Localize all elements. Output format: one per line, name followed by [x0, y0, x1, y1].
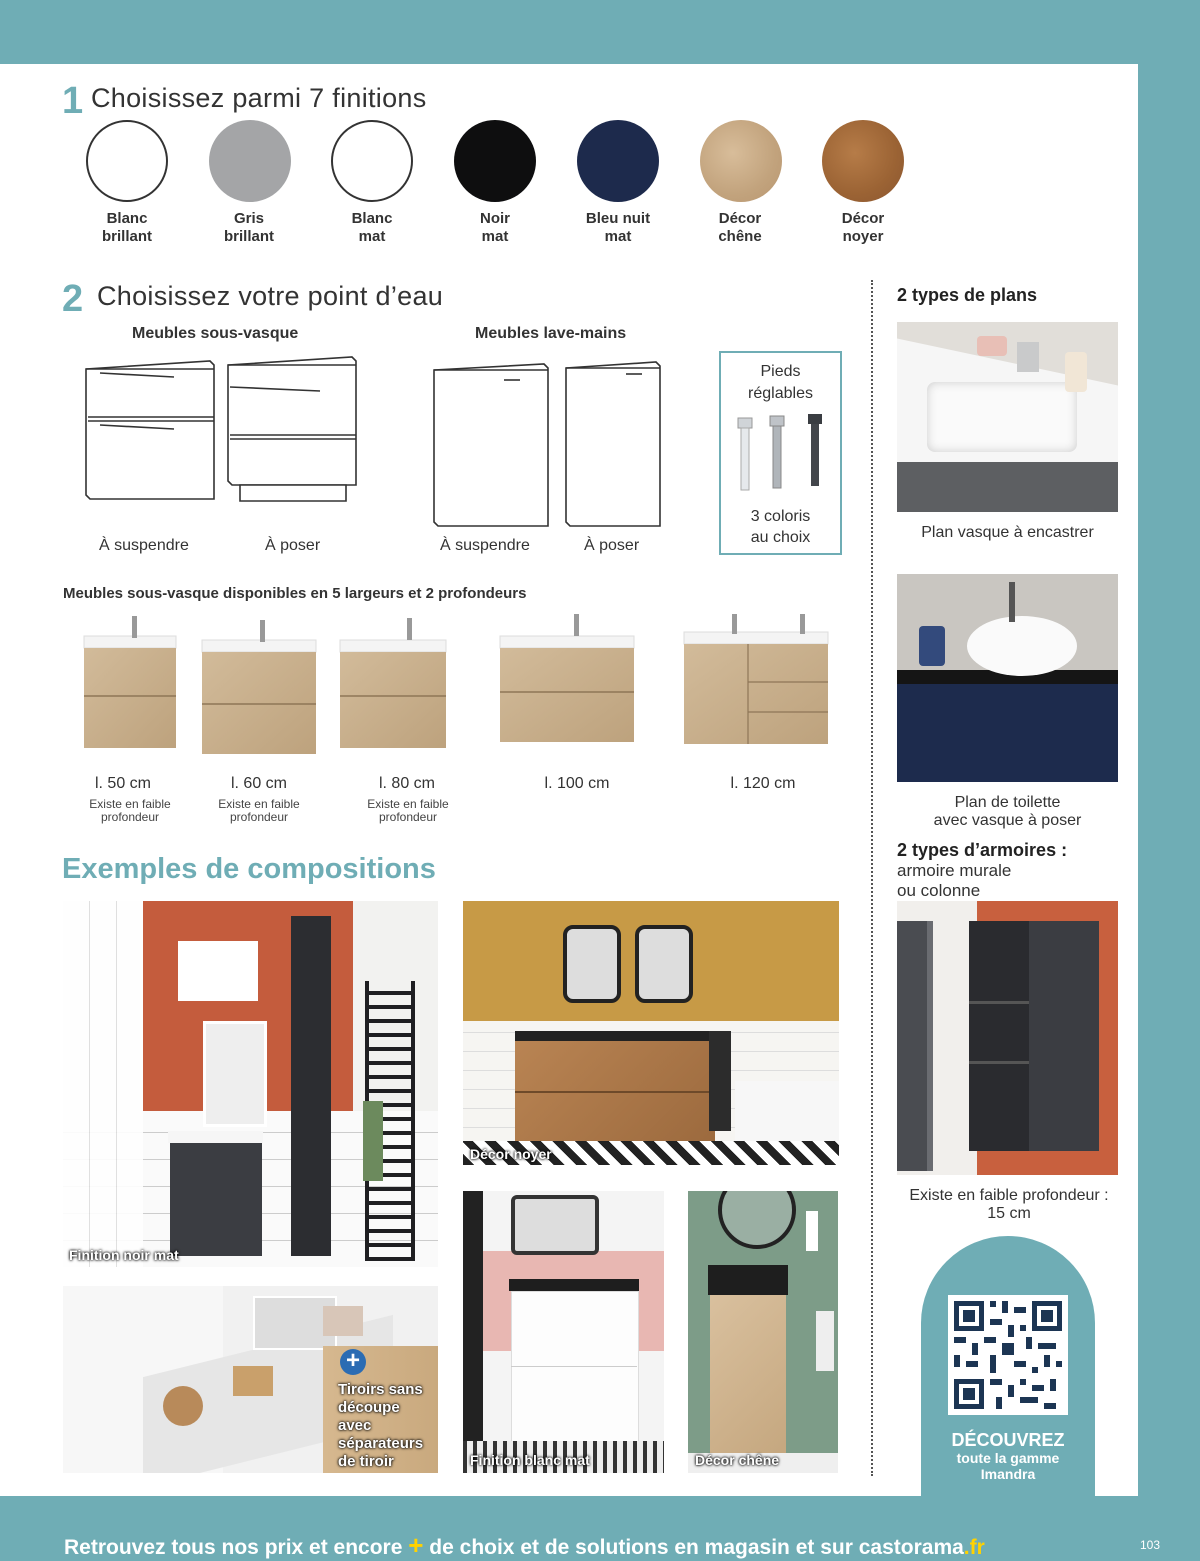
step-2-title: Choisissez votre point d’eau [97, 281, 444, 311]
width-80-note: Existe en faible profondeur [367, 797, 449, 824]
swatch-bleu-nuit-mat[interactable] [577, 120, 659, 202]
finish-label: Décor noyer [841, 210, 885, 245]
photo-decor-noyer [463, 901, 839, 1165]
lave-mains-title: Meubles lave-mains [475, 325, 627, 342]
photo-armoire [897, 901, 1118, 1175]
swatch-noir-mat[interactable] [454, 120, 536, 202]
plan-vasque-caption: Plan vasque à encastrer [921, 524, 1094, 541]
compositions-title: Exemples de compositions [62, 853, 436, 885]
dotted-divider [871, 280, 873, 1476]
photo-plan-vasque [897, 322, 1118, 512]
width-60-note: Existe en faible profondeur [218, 797, 300, 824]
width-50: l. 50 cm [94, 775, 151, 792]
armoires-title: 2 types d’armoires : [897, 840, 1068, 860]
armoire-profondeur-caption: Existe en faible profondeur : 15 cm [909, 1187, 1109, 1222]
width-120: l. 120 cm [730, 775, 796, 792]
tag-finition-blanc-mat: Finition blanc mat [470, 1452, 590, 1468]
width-60: l. 60 cm [230, 775, 287, 792]
tag-decor-chene: Décor chêne [695, 1452, 780, 1468]
tag-finition-noir-mat: Finition noir mat [69, 1247, 179, 1263]
plans-title: 2 types de plans [897, 285, 1038, 305]
armoires-subtitle: armoire murale ou colonne [897, 861, 1012, 900]
finish-label: Blanc brillant [101, 210, 152, 245]
page-number: 103 [1140, 1538, 1161, 1552]
qr-title: DÉCOUVREZ [951, 1430, 1065, 1450]
qr-code-image [948, 1295, 1068, 1415]
photo-decor-chene [688, 1191, 838, 1473]
pieds-coloris: 3 coloris au choix [750, 508, 811, 546]
qr-code[interactable] [948, 1295, 1068, 1415]
swatch-blanc-mat[interactable] [331, 120, 413, 202]
swatch-gris-brillant[interactable] [209, 120, 291, 202]
width-50-note: Existe en faible profondeur [89, 797, 171, 824]
tiroirs-note: Tiroirs sans découpe avec séparateurs de tiroir [338, 1381, 424, 1470]
sous-vasque-drawings [80, 355, 370, 525]
finish-label: Blanc mat [351, 210, 393, 245]
photo-finition-blanc-mat [463, 1191, 664, 1473]
widths-heading: Meubles sous-vasque disponibles en 5 largeurs et 2 profondeurs [63, 585, 527, 602]
finish-label: Décor chêne [718, 210, 762, 245]
plus-icon: + [340, 1349, 366, 1375]
sous-vasque-poser: À poser [265, 537, 321, 554]
lave-mains-poser: À poser [584, 537, 640, 554]
lave-mains-drawings [430, 360, 670, 530]
step-2-number: 2 [62, 278, 84, 320]
width-cabinets [80, 612, 830, 762]
photo-finition-noir-mat [63, 901, 438, 1267]
finish-label: Noir mat [480, 210, 510, 245]
finish-label: Gris brillant [223, 210, 274, 245]
pieds-title: Pieds réglables [748, 363, 813, 402]
qr-subtitle: toute la gamme Imandra [956, 1450, 1060, 1482]
step-1-number: 1 [62, 80, 84, 122]
swatch-decor-chene[interactable] [700, 120, 782, 202]
photo-plan-toilette [897, 574, 1118, 782]
footer-text: Retrouvez tous nos prix et encore + de choix et de solutions en magasin et sur castorama.fr [64, 1530, 985, 1560]
step-1-title: Choisissez parmi 7 finitions [91, 83, 427, 113]
tag-decor-noyer: Décor noyer [470, 1146, 552, 1162]
sous-vasque-title: Meubles sous-vasque [132, 325, 299, 342]
plan-toilette-caption: Plan de toilette avec vasque à poser [933, 794, 1082, 829]
footer-plus-icon: + [408, 1530, 424, 1560]
pieds-illustration [730, 412, 830, 494]
sous-vasque-suspendre: À suspendre [99, 537, 189, 554]
width-100: l. 100 cm [544, 775, 610, 792]
lave-mains-suspendre: À suspendre [440, 537, 530, 554]
finish-label: Bleu nuit mat [585, 210, 651, 245]
swatch-decor-noyer[interactable] [822, 120, 904, 202]
width-80: l. 80 cm [378, 775, 435, 792]
swatch-blanc-brillant[interactable] [86, 120, 168, 202]
